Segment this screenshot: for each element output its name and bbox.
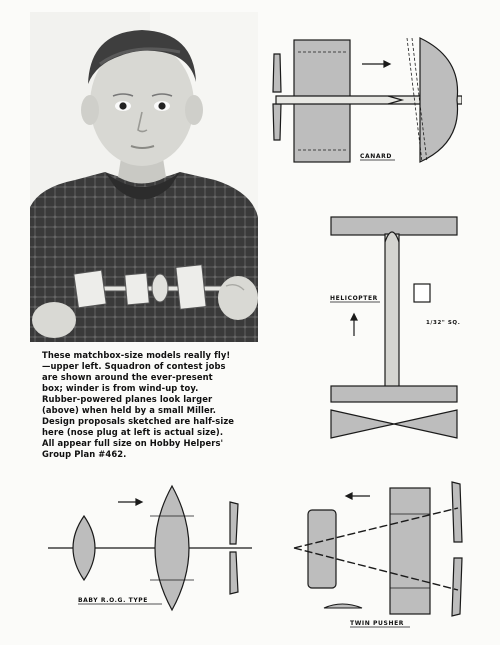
baby-rog-diagram — [44, 480, 254, 616]
caption-line: (above) when held by a small Miller. — [42, 405, 217, 415]
caption-line: All appear full size on Hobby Helpers' — [42, 438, 224, 448]
baby-rog-label: BABY R.O.G. TYPE — [78, 597, 148, 604]
caption-line: Design proposals sketched are half-size — [42, 416, 235, 426]
caption-line: Group Plan #462. — [42, 449, 127, 459]
caption-line: —upper left. Squadron of contest jobs — [42, 361, 226, 371]
photo-caption — [42, 350, 268, 460]
helicopter-note: 1/32" SQ. — [426, 320, 461, 326]
canard-label: CANARD — [360, 153, 392, 160]
canard-diagram — [262, 28, 462, 168]
caption-line: are shown around the ever-present — [42, 372, 213, 382]
boy-photo — [30, 12, 258, 342]
twin-pusher-label: TWIN PUSHER — [350, 620, 404, 627]
caption-line: box; winder is from wind-up toy. — [42, 383, 199, 393]
helicopter-label: HELICOPTER — [330, 295, 378, 302]
helicopter-diagram — [326, 212, 466, 442]
caption-line: here (nose plug at left is actual size). — [42, 427, 224, 437]
caption-line: These matchbox-size models really fly! — [42, 350, 231, 360]
twin-pusher-diagram — [286, 478, 482, 633]
caption-line: Rubber-powered planes look larger — [42, 394, 213, 404]
